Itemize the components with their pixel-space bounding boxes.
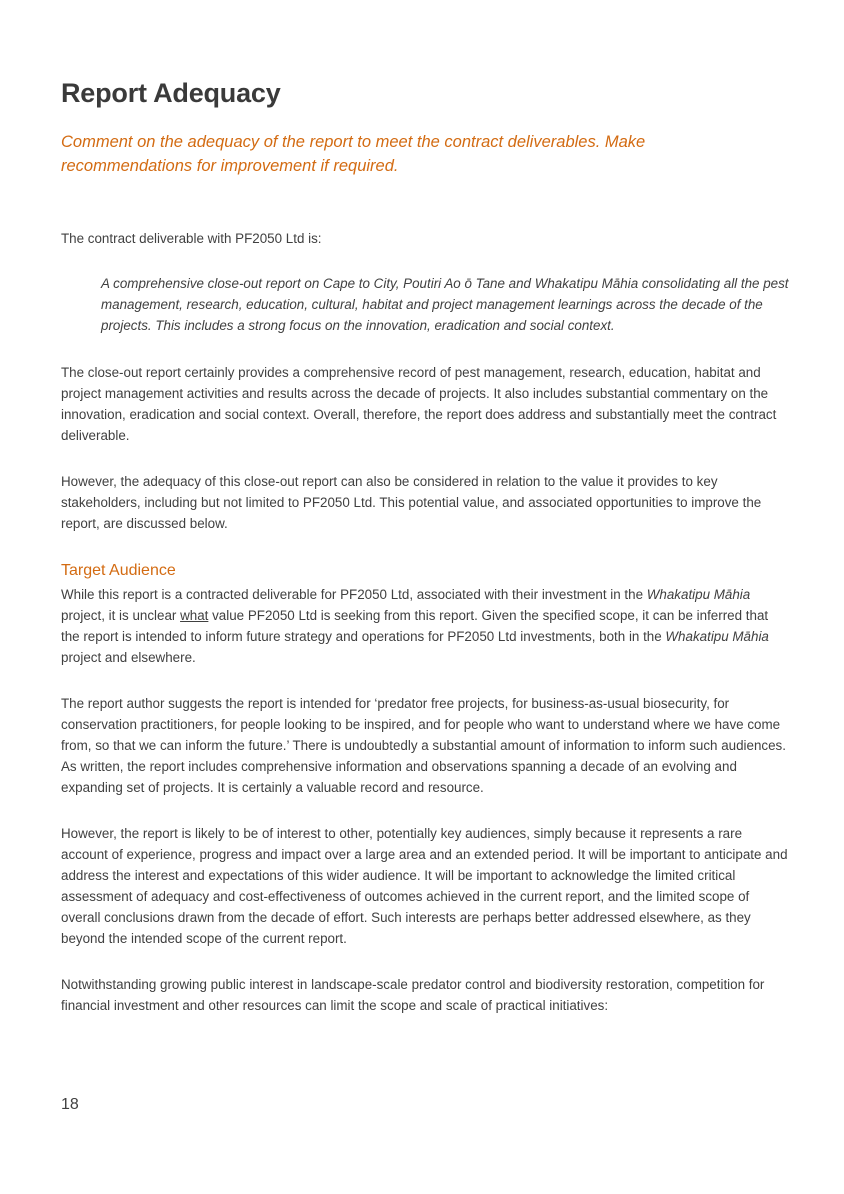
paragraph-3-part-4: project and elsewhere. [61, 650, 196, 665]
paragraph-2: However, the adequacy of this close-out report can also be considered in relation to the value it provides to key stakeholders, including but not limited to PF2050 Ltd. This potential value, and associated opportunities to improve the report, are discussed below. [61, 474, 762, 531]
paragraph-6: Notwithstanding growing public interest in landscape-scale predator control and biodiversity restoration, competition for financial investment and other resources can limit the scope and scale of practical initiatives: [61, 977, 765, 1013]
contract-quote: A comprehensive close-out report on Cape to City, Poutiri Ao ō Tane and Whakatipu Māhia consolidating all the pest management, research, education, cultural, habitat and project management learnings across the decade of the projects. This includes a strong focus on the innovation, eradication and social context. [101, 276, 789, 333]
paragraph-3-part-2: project, it is unclear [61, 608, 181, 623]
paragraph-4: The report author suggests the report is intended for ‘predator free projects, for business-as-usual biosecurity, for conservation practitioners, for people looking to be inspired, and for people who want to understand where we have come from, so that we can inform the future.’ There is undoubtedly a substantial amount of information to inform such audiences. As written, the report includes comprehensive information and observations spanning a decade of an evolving and expanding set of projects. It is certainly a valuable record and resource. [61, 696, 786, 795]
paragraph-3-emphasis-2: Whakatipu Māhia [665, 629, 769, 644]
intro-paragraph: The contract deliverable with PF2050 Ltd is: [61, 231, 322, 246]
section-heading-target-audience: Target Audience [61, 562, 176, 579]
paragraph-3-part-1: While this report is a contracted deliverable for PF2050 Ltd, associated with their investment in the [61, 587, 647, 602]
paragraph-3-emphasis-1: Whakatipu Māhia [646, 587, 751, 602]
page-number: 18 [61, 1096, 79, 1113]
paragraph-1: The close-out report certainly provides a comprehensive record of pest management, research, education, habitat and project management activities and results across the decade of projects. It also includes substantial commentary on the innovation, eradication and social context. Overall, therefore, the report does address and substantially meet the contract deliverable. [61, 365, 777, 443]
paragraph-5: However, the report is likely to be of interest to other, potentially key audiences, simply because it represents a rare account of experience, progress and impact over a large area and an extended period. It will be important to anticipate and address the interest and expectations of this wider audience. It will be important to acknowledge the limited critical assessment of adequacy and cost-effectiveness of outcomes achieved in the current report, and the limited scope of overall conclusions drawn from the decade of effort. Such interests are perhaps better addressed elsewhere, as they beyond the intended scope of the current report. [61, 826, 788, 946]
page-subtitle: Comment on the adequacy of the report to meet the contract deliverables. Make recommendations for improvement if required. [61, 133, 646, 175]
paragraph-3 [61, 584, 789, 668]
paragraph-3-underline: what [180, 608, 209, 623]
paragraph-3-part-3: value PF2050 Ltd is seeking from this report. Given the specified scope, it can be inferred that the report is intended to inform future strategy and operations for PF2050 Ltd investments, both in the [61, 608, 769, 644]
page-title: Report Adequacy [61, 78, 281, 108]
